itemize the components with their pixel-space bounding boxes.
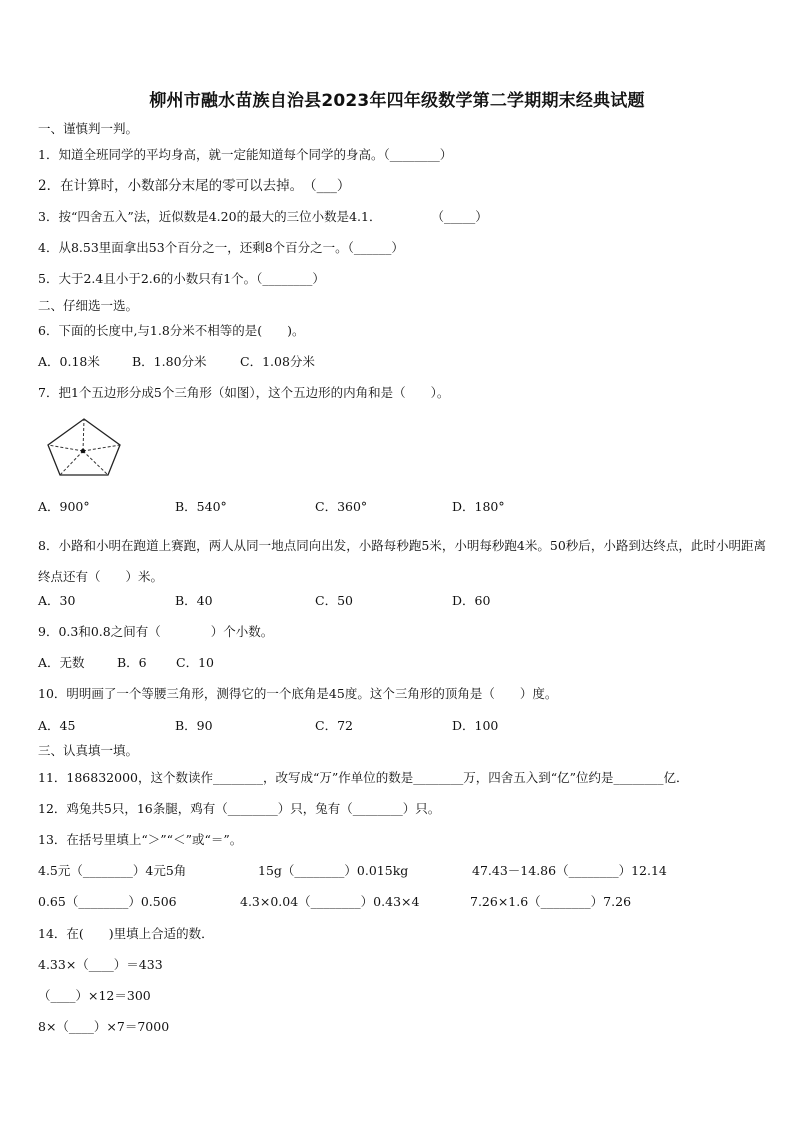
q14-item-2: （____）×12＝300 [38,988,151,1003]
question-11: 11．186832000，这个数读作________，改写成“万”作单位的数是________万，四舍五入到“亿”位约是________亿． [38,770,689,785]
q10-option-d: D．100 [452,718,499,733]
q10-option-a: A．45 [38,718,76,733]
q6-option-c: C．1.08分米 [240,354,315,369]
q6-option-a: A．0.18米 [38,354,100,369]
question-13: 13．在括号里填上“＞”“＜”或“＝”。 [38,832,243,847]
q7-option-c: C．360° [315,499,368,514]
q7-option-b: B．540° [175,499,227,514]
q6-option-b: B．1.80分米 [132,354,207,369]
q13-item-3: 47.43－14.86（________）12.14 [472,863,667,878]
q8-option-c: C．50 [315,593,353,608]
question-6: 6．下面的长度中,与1.8分米不相等的是( )。 [38,323,305,338]
question-3: 3．按“四舍五入”法，近似数是4.20的最大的三位小数是4.1． （_____） [38,209,488,224]
question-2: 2．在计算时，小数部分末尾的零可以去掉。 （___） [38,178,351,194]
q13-item-6: 7.26×1.6（________）7.26 [470,894,632,909]
pentagon-center-point [81,449,85,453]
question-5: 5．大于2.4且小于2.6的小数只有1个。（________） [38,271,325,286]
page-title: 柳州市融水苗族自治县2023年四年级数学第二学期期末经典试题 [149,91,645,111]
pentagon-dashed-lines [48,419,120,475]
q7-option-d: D．180° [452,499,505,514]
question-8: 8．小路和小明在跑道上赛跑，两人从同一地点同向出发，小路每秒跑5米，小明每秒跑4米。50秒后，小路到达终点，此时小明距离终点还有（ ）米。 [38,538,766,584]
q9-option-c: C．10 [176,655,214,670]
q9-option-a: A．无数 [38,655,85,670]
question-10: 10．明明画了一个等腰三角形，测得它的一个底角是45度。这个三角形的顶角是（ ）度。 [38,686,558,701]
q14-item-3: 8×（____）×7＝7000 [38,1019,170,1034]
q7-option-a: A．900° [38,499,90,514]
question-9: 9．0.3和0.8之间有（ ）个小数。 [38,624,274,639]
q13-item-5: 4.3×0.04（________）0.43×4 [240,894,420,909]
pentagon-figure [44,415,124,479]
q13-item-4: 0.65（________）0.506 [38,894,177,909]
question-12: 12．鸡兔共5只，16条腿，鸡有（________）只，兔有（________）只。 [38,801,441,816]
q8-option-d: D．60 [452,593,491,608]
question-7: 7．把1个五边形分成5个三角形（如图），这个五边形的内角和是（ ）。 [38,385,450,400]
q13-item-1: 4.5元（________）4元5角 [38,863,187,878]
section-heading-fill: 三、认真填一填。 [38,743,139,758]
section-heading-judge: 一、谨慎判一判。 [38,121,139,136]
question-1: 1．知道全班同学的平均身高，就一定能知道每个同学的身高。（________） [38,147,453,162]
q13-item-2: 15g（________）0.015kg [258,863,409,878]
q9-option-b: B．6 [117,655,147,670]
section-heading-choose: 二、仔细选一选。 [38,298,139,313]
q14-item-1: 4.33×（____）＝433 [38,957,163,972]
question-4: 4．从8.53里面拿出53个百分之一，还剩8个百分之一。（______） [38,240,404,255]
q8-option-b: B．40 [175,593,213,608]
q10-option-b: B．90 [175,718,213,733]
q10-option-c: C．72 [315,718,353,733]
q8-option-a: A．30 [38,593,76,608]
question-14: 14．在( )里填上合适的数． [38,926,214,941]
